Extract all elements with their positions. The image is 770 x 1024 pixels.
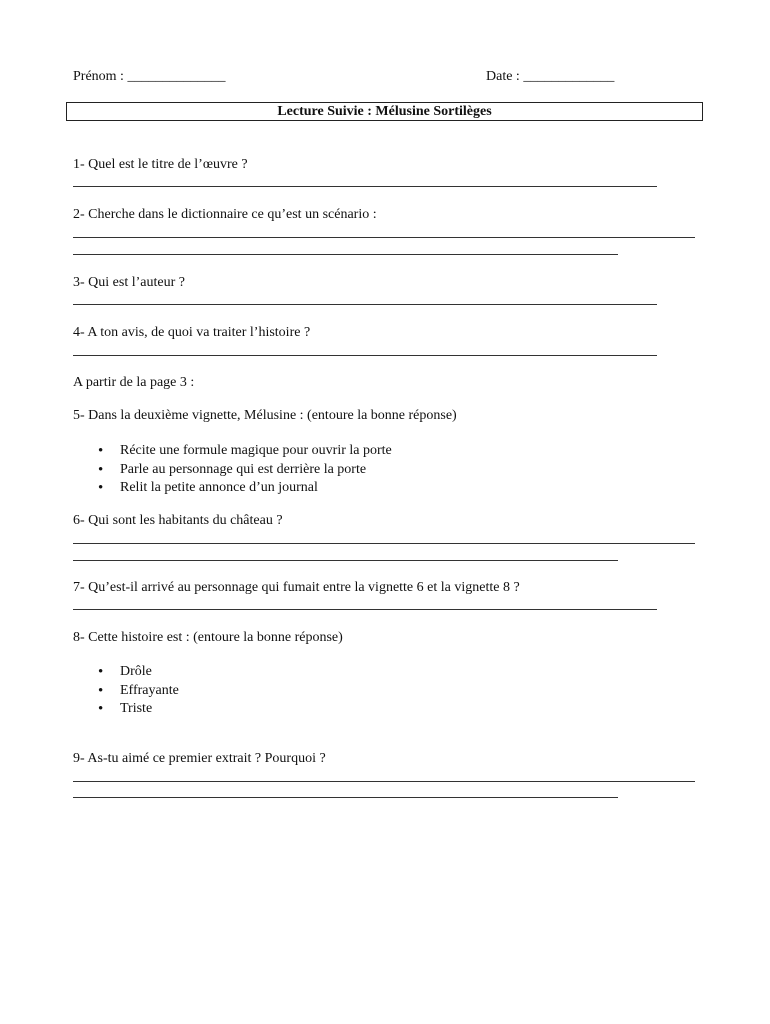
answer-line-4[interactable] [73,355,657,356]
option-5b[interactable]: • Parle au personnage qui est derrière la porte [96,461,392,480]
section-heading-page-3: A partir de la page 3 : [73,375,195,390]
date-field[interactable]: Date : _____________ [486,69,615,84]
question-5-options [96,442,392,498]
question-6: 6- Qui sont les habitants du château ? [73,513,283,528]
prenom-field[interactable]: Prénom : ______________ [73,69,226,84]
option-5c[interactable]: • Relit la petite annonce d’un journal [96,479,392,498]
option-8c[interactable]: • Triste [96,700,179,719]
answer-line-7[interactable] [73,609,657,610]
question-5: 5- Dans la deuxième vignette, Mélusine : (entoure la bonne réponse) [73,408,457,423]
question-2: 2- Cherche dans le dictionnaire ce qu’est un scénario : [73,207,377,222]
question-3: 3- Qui est l’auteur ? [73,275,185,290]
question-7: 7- Qu’est-il arrivé au personnage qui fumait entre la vignette 6 et la vignette 8 ? [73,580,520,595]
answer-line-9b[interactable] [73,797,618,798]
answer-line-6b[interactable] [73,560,618,561]
option-8b[interactable]: • Effrayante [96,682,179,701]
answer-line-1[interactable] [73,186,657,187]
answer-line-9a[interactable] [73,781,695,782]
question-8: 8- Cette histoire est : (entoure la bonne réponse) [73,630,343,645]
answer-line-6a[interactable] [73,543,695,544]
option-8a[interactable]: • Drôle [96,663,179,682]
question-8-options [96,663,179,719]
answer-line-3[interactable] [73,304,657,305]
answer-line-2a[interactable] [73,237,695,238]
question-4: 4- A ton avis, de quoi va traiter l’histoire ? [73,325,311,340]
answer-line-2b[interactable] [73,254,618,255]
option-5a[interactable]: • Récite une formule magique pour ouvrir la porte [96,442,392,461]
question-1: 1- Quel est le titre de l’œuvre ? [73,157,248,172]
question-9: 9- As-tu aimé ce premier extrait ? Pourquoi ? [73,751,326,766]
worksheet-title: Lecture Suivie : Mélusine Sortilèges [66,102,703,121]
